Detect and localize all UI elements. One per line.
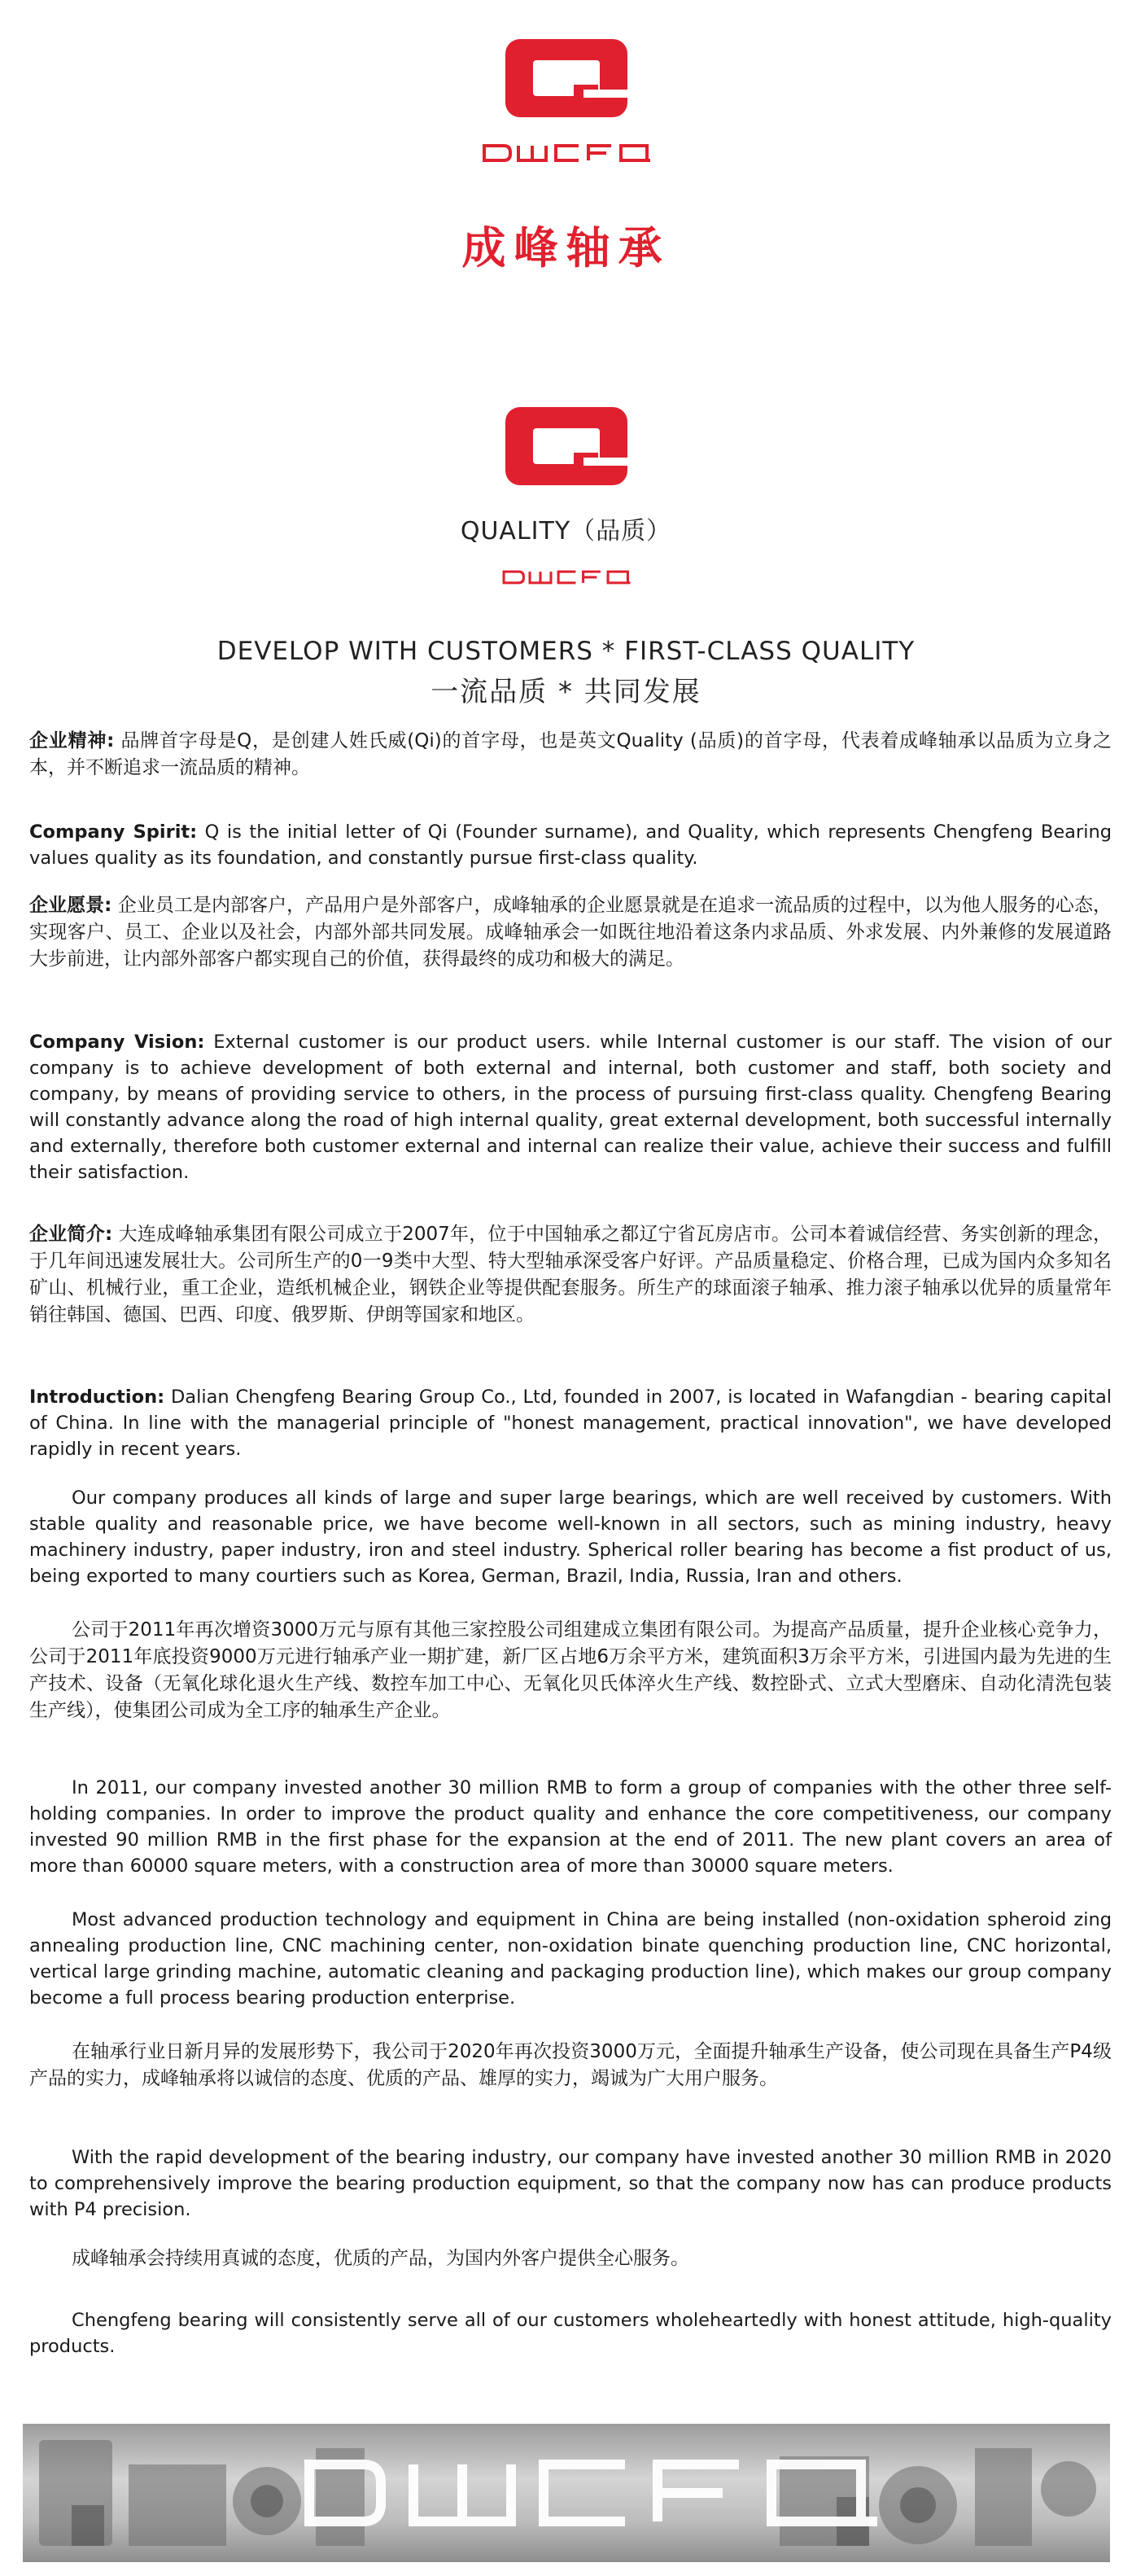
spirit-cn-paragraph xyxy=(29,728,1112,782)
intro-cn-label: 企业简介: xyxy=(29,1224,113,1245)
vision-cn-paragraph xyxy=(29,892,1112,973)
vision-cn-text: 企业员工是内部客户，产品用户是外部客户，成峰轴承的企业愿景就是在追求一流品质的过程中，以为他人服务的心态，实现客户、员工、企业以及社会，内部外部共同发展。成峰轴承会一如既往地沿着这条内求品质、外求发展、内外兼修的发展道路大步前进，让内部外部客户都实现自己的价值，获得最终的成功和极大的满足。 xyxy=(29,895,1112,970)
vision-cn-label: 企业愿景: xyxy=(29,895,112,916)
spirit-en-text: Q is the initial letter of Qi (Founder surname), and Quality, which represents Chengfeng Bearing values quality as its foundation, and constantly pursue first-class quality. xyxy=(29,821,1112,869)
spirit-cn-label: 企业精神: xyxy=(29,730,115,751)
spirit-cn-text: 品牌首字母是Q，是创建人姓氏威(Qi)的首字母，也是英文Quality (品质)的首字母，代表着成峰轴承以品质为立身之本，并不断追求一流品质的精神。 xyxy=(29,730,1112,778)
q-logo-icon xyxy=(505,39,627,117)
slogan-cn: 一流品质 * 共同发展 xyxy=(431,676,701,708)
factory-banner-art xyxy=(23,2424,1110,2562)
vision-en-paragraph xyxy=(29,1029,1112,1185)
invest2020-cn-paragraph: 在轴承行业日新月异的发展形势下，我公司于2020年再次投资3000万元，全面提升轴承生产设备，使公司现在具备生产P4级产品的实力，成峰轴承将以诚信的态度、优质的产品、雄厚的实力，竭诚为广大用户服务。 xyxy=(29,2041,1112,2089)
invest2011-cn-paragraph: 公司于2011年再次增资3000万元与原有其他三家控股公司组建成立集团有限公司。为提高产品质量，提升企业核心竞争力，公司于2011年底投资9000万元进行轴承产业一期扩建，新厂区占地6万余平方米，建筑面积3万余平方米，引进国内最为先进的生产技术、设备（无氧化球化退火生产线、数控车加工中心、无氧化贝氏体淬火生产线、数控卧式、立式大型磨床、自动化清洗包装生产线），使集团公司成为全工序的轴承生产企业。 xyxy=(29,1619,1112,1721)
vision-en-label: Company Vision: xyxy=(29,1032,205,1053)
intro-en-text: Dalian Chengfeng Bearing Group Co., Ltd, founded in 2007, is located in Wafangdian - bearing capital of China. In line with the managerial principle of "honest management, practical innovation", we have developed rapidly in recent years. xyxy=(29,1387,1112,1460)
quality-title: QUALITY（品质） xyxy=(460,517,672,545)
quality-logo xyxy=(0,407,1132,485)
quality-wordmark xyxy=(0,569,1132,585)
spirit-en-paragraph xyxy=(29,819,1112,871)
top-logo xyxy=(0,39,1132,117)
factory-banner xyxy=(23,2424,1110,2562)
dwcfq-wordmark-icon xyxy=(501,569,632,585)
intro-en-label: Introduction: xyxy=(29,1387,165,1408)
serve-en-paragraph: Chengfeng bearing will consistently serve all of our customers wholeheartedly with honest attitude, high-quality products. xyxy=(29,2310,1112,2357)
intro-cn-text: 大连成峰轴承集团有限公司成立于2007年，位于中国轴承之都辽宁省瓦房店市。公司本着诚信经营、务实创新的理念，于几年间迅速发展壮大。公司所生产的0一9类中大型、特大型轴承深受客户好评。产品质量稳定、价格合理，已成为国内众多知名矿山、机械行业，重工企业，造纸机械企业，钢铁企业等提供配套服务。所生产的球面滚子轴承、推力滚子轴承以优异的质量常年销往韩国、德国、巴西、印度、俄罗斯、伊朗等国家和地区。 xyxy=(29,1224,1112,1325)
top-wordmark xyxy=(0,143,1132,163)
brand-name-cn: 成峰轴承 xyxy=(461,222,671,274)
vision-en-text: External customer is our product users. while Internal customer is our staff. The vision of our company is to achieve development of both external and internal, both customer and staff, both society and company, by means of providing service to others, in the process of pursuing first-class quality. Chengfeng Bearing will constantly advance along the road of high internal quality, great external development, both successful internally and externally, therefore both customer external and internal can realize their value, achieve their success and fulfill their satisfaction. xyxy=(29,1032,1112,1183)
q-logo-icon xyxy=(505,407,627,485)
equipment-en-paragraph: Most advanced production technology and equipment in China are being installed (non-oxidation spheroid zing annealing production line, CNC machining center, non-oxidation binate quenching production line, CNC horizontal, vertical large grinding machine, automatic cleaning and packaging production line), which makes our group company become a full process bearing production enterprise. xyxy=(29,1909,1112,2009)
slogan-en: DEVELOP WITH CUSTOMERS * FIRST-CLASS QUALITY xyxy=(216,637,916,666)
spirit-en-label: Company Spirit: xyxy=(29,821,198,843)
invest2020-en-paragraph: With the rapid development of the bearing industry, our company have invested another 30 million RMB in 2020 to comprehensively improve the bearing production equipment, so that the company now has can produce products with P4 precision. xyxy=(29,2147,1112,2220)
intro-en-paragraph xyxy=(29,1384,1112,1462)
intro-cn-paragraph xyxy=(29,1221,1112,1329)
invest2011-en-paragraph: In 2011, our company invested another 30 million RMB to form a group of companies with the other three self-holding companies. In order to improve the product quality and enhance the core competitiveness, our company invested 90 million RMB in the first phase for the expansion at the end of 2011. The new plant covers an area of more than 60000 square meters, with a construction area of more than 30000 square meters. xyxy=(29,1777,1112,1877)
serve-cn-paragraph: 成峰轴承会持续用真诚的态度，优质的产品，为国内外客户提供全心服务。 xyxy=(72,2248,689,2269)
dwcfq-wordmark-icon xyxy=(481,143,652,163)
products-en-paragraph: Our company produces all kinds of large and super large bearings, which are well received by customers. With stable quality and reasonable price, we have become well-known in all sectors, such as mining industry, heavy machinery industry, paper industry, iron and steel industry. Spherical roller bearing has become a fist product of us, being exported to many courtiers such as Korea, German, Brazil, India, Russia, Iran and others. xyxy=(29,1487,1112,1587)
